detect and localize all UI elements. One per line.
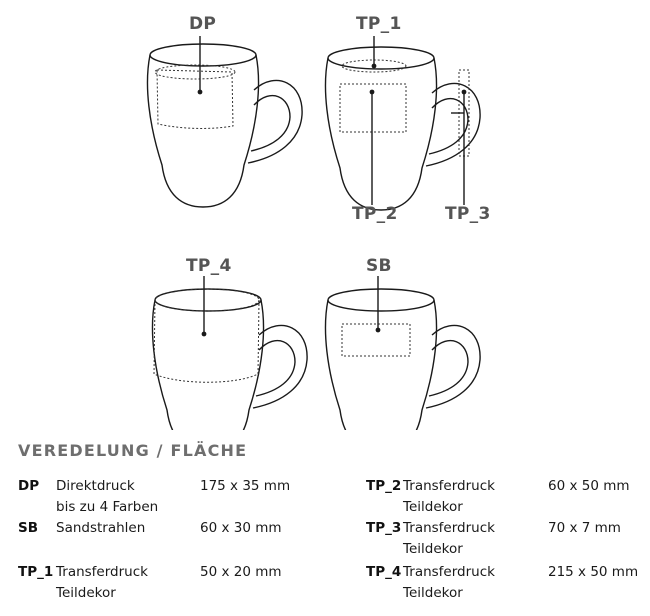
spec-desc-dp bbox=[56, 476, 158, 518]
label-sb: SB bbox=[366, 256, 392, 276]
spec-desc-line: Teildekor bbox=[56, 585, 116, 601]
label-tp2: TP_2 bbox=[352, 204, 398, 224]
spec-desc-tp1 bbox=[56, 562, 148, 604]
mug-sb bbox=[325, 276, 480, 430]
spec-desc-tp3 bbox=[403, 518, 495, 560]
spec-desc-line: Transferdruck bbox=[56, 564, 148, 580]
spec-desc-line: Sandstrahlen bbox=[56, 520, 146, 536]
spec-size-tp2: 60 x 50 mm bbox=[548, 478, 630, 494]
spec-size-tp3: 70 x 7 mm bbox=[548, 520, 621, 536]
spec-desc-line: Teildekor bbox=[403, 585, 463, 601]
spec-desc-line: Teildekor bbox=[403, 541, 463, 557]
spec-desc-tp4 bbox=[403, 562, 495, 604]
spec-code-tp3: TP_3 bbox=[366, 520, 402, 536]
label-tp1: TP_1 bbox=[356, 14, 402, 34]
spec-code-dp: DP bbox=[18, 478, 40, 494]
label-tp4: TP_4 bbox=[186, 256, 232, 276]
spec-desc-sb bbox=[56, 518, 145, 539]
spec-code-tp1: TP_1 bbox=[18, 564, 54, 580]
section-heading: VEREDELUNG / FLÄCHE bbox=[18, 441, 248, 460]
spec-size-tp4: 215 x 50 mm bbox=[548, 564, 639, 580]
mug-tp4 bbox=[152, 276, 307, 430]
spec-size-dp: 175 x 35 mm bbox=[200, 478, 291, 494]
mug-dp bbox=[147, 36, 302, 207]
spec-code-tp4: TP_4 bbox=[366, 564, 402, 580]
spec-code-sb: SB bbox=[18, 520, 39, 536]
spec-desc-tp2 bbox=[403, 476, 495, 518]
mug-tp bbox=[325, 36, 480, 210]
spec-size-sb: 60 x 30 mm bbox=[200, 520, 282, 536]
tp4-print-area bbox=[154, 300, 259, 382]
spec-desc-line: Transferdruck bbox=[403, 520, 495, 536]
spec-size-tp1: 50 x 20 mm bbox=[200, 564, 282, 580]
spec-desc-line: Direktdruck bbox=[56, 478, 135, 494]
label-dp: DP bbox=[189, 14, 217, 34]
label-tp3: TP_3 bbox=[445, 204, 491, 224]
spec-code-tp2: TP_2 bbox=[366, 478, 402, 494]
spec-desc-line: Transferdruck bbox=[403, 564, 495, 580]
spec-desc-line: bis zu 4 Farben bbox=[56, 499, 159, 515]
spec-desc-line: Transferdruck bbox=[403, 478, 495, 494]
spec-desc-line: Teildekor bbox=[403, 499, 463, 515]
